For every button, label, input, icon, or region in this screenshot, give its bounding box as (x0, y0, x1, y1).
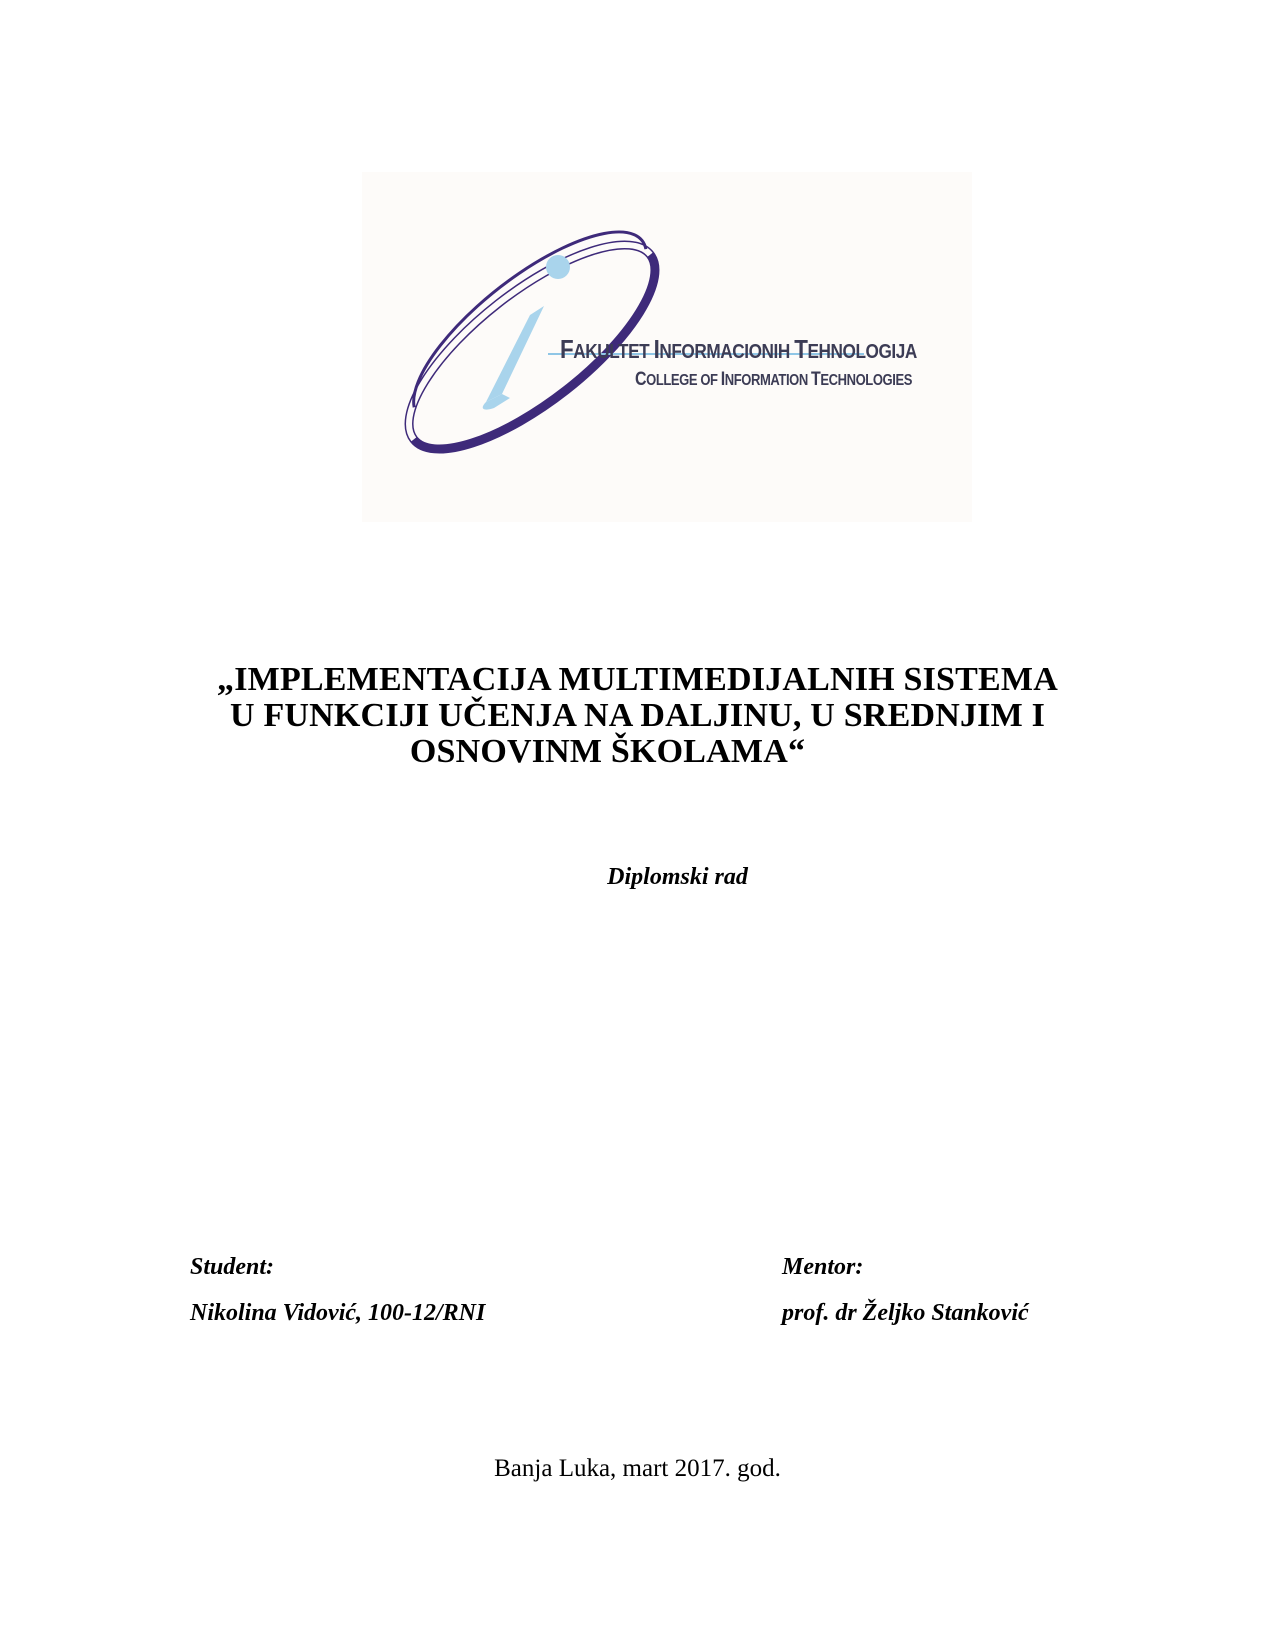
college-logo (362, 172, 972, 522)
thesis-title-line-1: „IMPLEMENTACIJA MULTIMEDIJALNIH SISTEMA (217, 661, 1058, 698)
student-label: Student: (190, 1254, 275, 1280)
mentor-name: prof. dr Željko Stanković (782, 1300, 1029, 1326)
thesis-title-line-3: OSNOVINM ŠKOLAMA“ (409, 733, 806, 770)
thesis-title-line-2: U FUNKCIJI UČENJA NA DALJINU, U SREDNJIM I (229, 697, 1046, 734)
logo-text-faculty: FAKULTET INFORMACIONIH TEHNOLOGIJA (560, 334, 917, 364)
place-and-date: Banja Luka, mart 2017. god. (494, 1455, 781, 1482)
thesis-type: Diplomski rad (607, 864, 748, 890)
mentor-label: Mentor: (782, 1254, 864, 1280)
thesis-title (150, 662, 1125, 770)
logo-text-college: COLLEGE OF INFORMATION TECHNOLOGIES (635, 369, 912, 390)
student-name: Nikolina Vidović, 100-12/RNI (190, 1300, 486, 1326)
